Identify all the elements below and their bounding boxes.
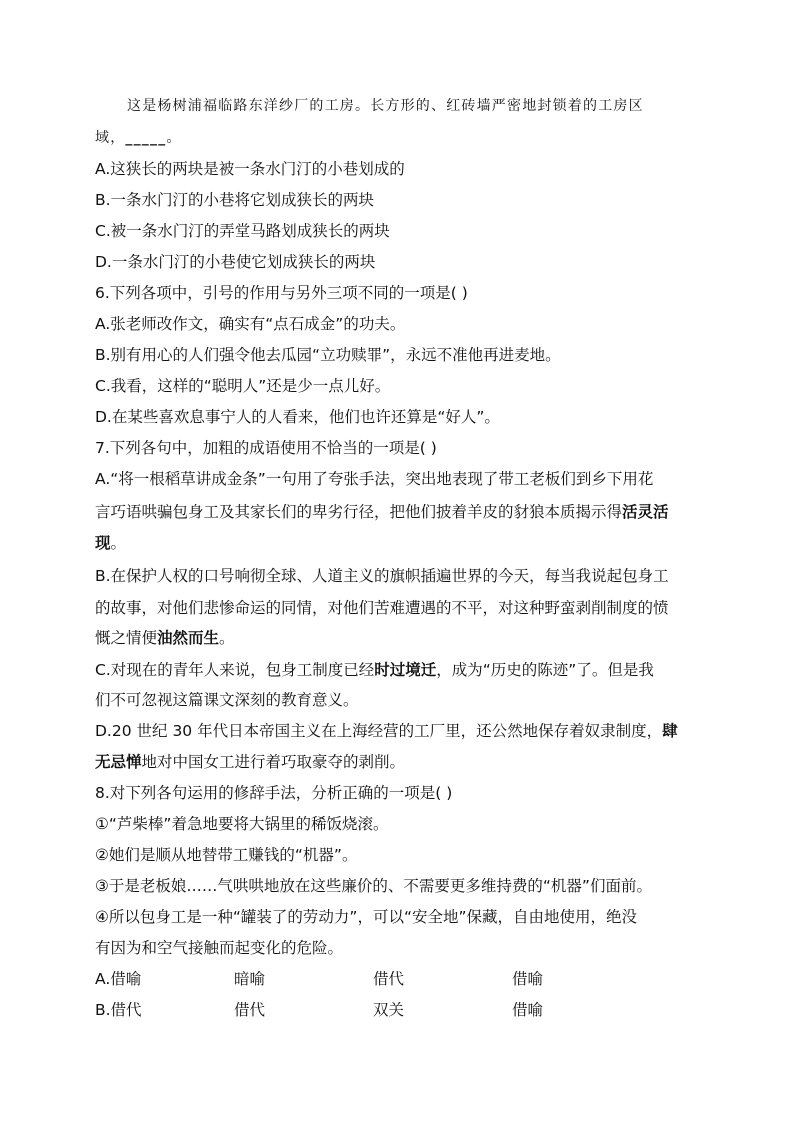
q7-option-b-line-1: B.在保护人权的口号响彻全球、人道主义的旗帜插遍世界的今天，每当我说起包身工 [95,567,669,585]
q7-stem: 7.下列各句中，加粗的成语使用不恰当的一项是( ) [95,439,437,457]
q8-item-4-line-1: ④所以包身工是一种“罐装了的劳动力”，可以“安全地”保藏，自由地使用，绝没 [95,908,638,926]
q7-option-a-end: 。 [110,534,127,552]
passage-line-2-suffix: 。 [166,130,182,146]
q7-option-a-line-1: A.“将一根稻草讲成金条”一句用了夸张手法，突出地表现了带工老板们到乡下用花 [95,470,654,488]
q7-option-d-line-1 [95,721,705,741]
q8-option-a-col-2: 暗喻 [234,970,266,988]
q7-option-a-line-3 [95,533,705,553]
q5-option-c: C.被一条水门汀的弄堂马路划成狭长的两块 [95,222,390,240]
q6-option-d: D.在某些喜欢息事宁人的人看来，他们也许还算是“好人”。 [95,408,500,426]
q7-option-d-idiom-end: 无忌惮 [95,753,142,771]
q7-option-a-idiom: 活灵活 [622,503,669,521]
q7-option-a-idiom-end: 现 [95,534,111,552]
q6-stem: 6.下列各项中，引号的作用与另外三项不同的一项是( ) [95,284,468,302]
q5-option-a: A.这狭长的两块是被一条水门汀的小巷划成的 [95,160,405,178]
q8-item-2: ②她们是顺从地替带工赚钱的“机器”。 [95,846,358,864]
q7-option-b-line-2: 的故事，对他们悲惨命运的同情，对他们苦难遭遇的不平，对这种野蛮剥削制度的愤 [95,599,669,617]
q8-option-b [95,1000,705,1020]
q5-option-d: D.一条水门汀的小巷使它划成狭长的两块 [95,253,376,271]
q7-option-b-text: 慨之情便 [95,629,158,647]
q7-option-d-text: D.20 世纪 30 年代日本帝国主义在上海经营的工厂里，还公然地保存着奴隶制度， [95,722,663,740]
q8-item-1: ①“芦柴棒”着急地要将大锅里的稀饭烧滚。 [95,815,389,833]
q7-option-c-text-2: ，成为“历史的陈迹”了。但是我 [436,661,654,679]
q7-option-d-idiom: 肆 [662,722,678,740]
q8-option-a-col-3: 借代 [373,970,405,988]
q6-option-b: B.别有用心的人们强令他去瓜园“立功赎罪”，永远不准他再进麦地。 [95,346,561,364]
q8-option-b-col-4: 借喻 [512,1001,544,1019]
q7-option-a-text: 言巧语哄骗包身工及其家长们的卑劣行径，把他们披着羊皮的豺狼本质揭示得 [95,503,623,521]
passage-line-2-prefix: 域， [95,130,126,146]
passage-line-1: 这是杨树浦福临路东洋纱厂的工房。长方形的、红砖墙严密地封锁着的工房区 [127,98,644,114]
q7-option-b-idiom: 油然而生 [157,629,220,647]
q8-option-b-col-1: B.借代 [95,1001,142,1019]
q8-option-a [95,969,705,989]
q8-item-3: ③于是老板娘……气哄哄地放在这些廉价的、不需要更多维持费的“机器”们面前。 [95,877,652,895]
q7-option-d-text-2: 地对中国女工进行着巧取豪夺的剥削。 [141,753,406,771]
q7-option-c-idiom: 时过境迁 [374,661,437,679]
q7-option-a-line-2 [95,502,705,522]
q5-option-b: B.一条水门汀的小巷将它划成狭长的两块 [95,191,375,209]
answer-blank: _____ [125,130,167,146]
q8-option-a-col-1: A.借喻 [95,970,142,988]
q8-item-4-line-2: 有因为和空气接触而起变化的危险。 [95,939,344,957]
q8-option-b-col-3: 双关 [373,1001,405,1019]
q7-option-d-line-2 [95,752,705,772]
passage-line-2 [95,128,705,148]
q6-option-c: C.我看，这样的“聪明人”还是少一点儿好。 [95,377,391,395]
q8-option-a-col-4: 借喻 [512,970,544,988]
q7-option-c-text: C.对现在的青年人来说，包身工制度已经 [95,661,375,679]
q7-option-c-line-1 [95,660,705,680]
q7-option-b-line-3 [95,628,705,648]
q8-stem: 8.对下列各句运用的修辞手法，分析正确的一项是( ) [95,784,453,802]
q8-option-b-col-2: 借代 [234,1001,266,1019]
q7-option-c-line-2: 们不可忽视这篇课文深刻的教育意义。 [95,691,359,709]
q7-option-b-end: 。 [219,629,235,647]
q6-option-a: A.张老师改作文，确实有“点石成金”的功夫。 [95,315,406,333]
